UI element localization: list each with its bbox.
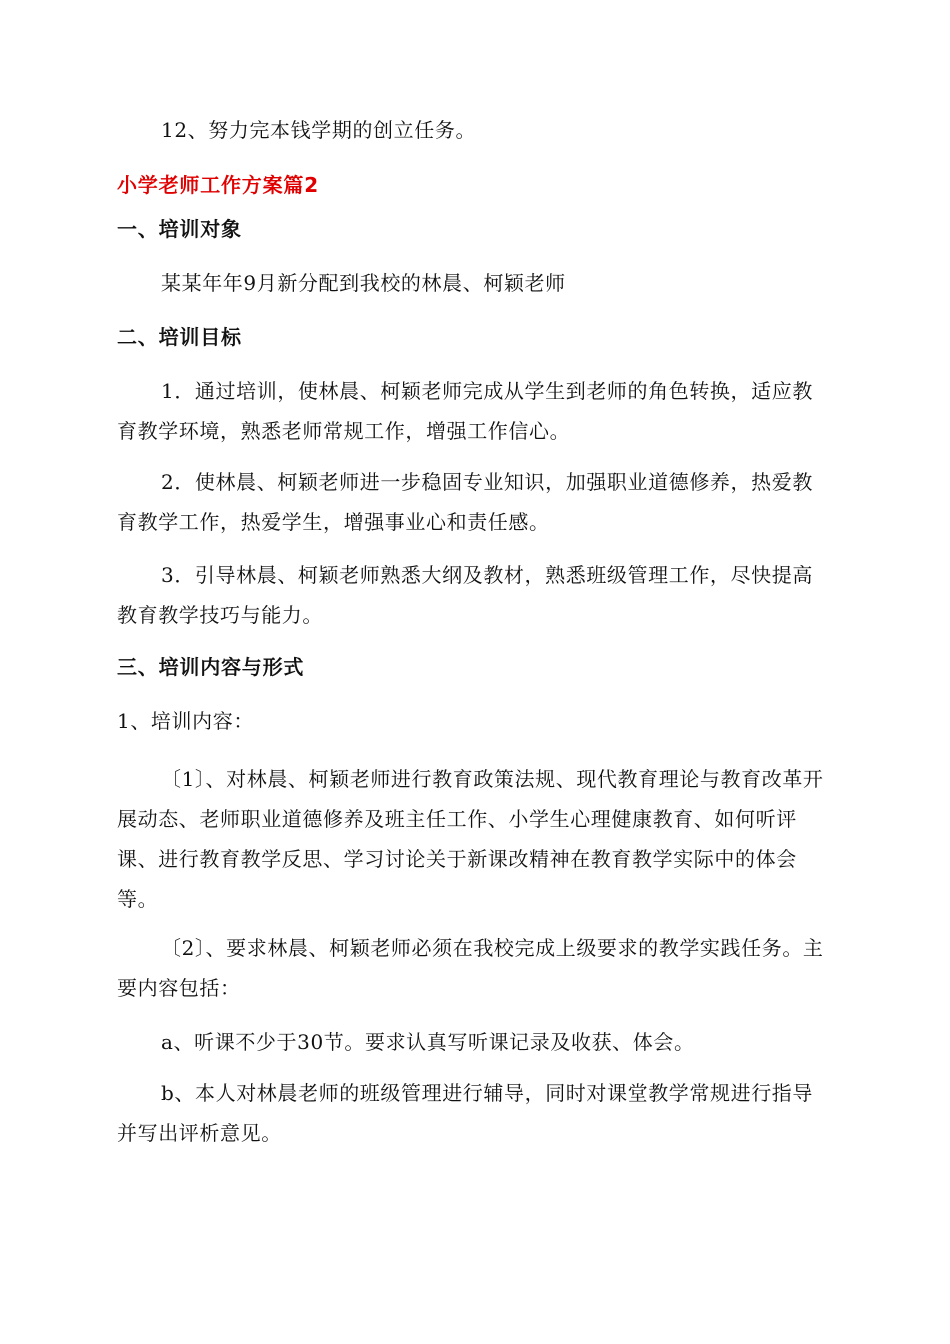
heading-training-content: 三、培训内容与形式 — [117, 655, 305, 679]
paragraph-training-target: 某某年年9月新分配到我校的林晨、柯颖老师 — [161, 271, 566, 295]
goal-item-2: 2．使林晨、柯颖老师进一步稳固专业知识，加强职业道德修养，热爱教育教学工作，热爱学生，增强事业心和责任感。 — [117, 470, 813, 534]
list-item-a: a、听课不少于30节。要求认真写听课记录及收获、体会。 — [161, 1030, 695, 1054]
goal-item-1: 1．通过培训，使林晨、柯颖老师完成从学生到老师的角色转换，适应教育教学环境，熟悉老师常规工作，增强工作信心。 — [117, 379, 813, 443]
subheading-content: 1、培训内容： — [117, 709, 254, 733]
heading-training-goals: 二、培训目标 — [117, 325, 242, 349]
content-item-1: 〔1〕、对林晨、柯颖老师进行教育政策法规、现代教育理论与教育改革开展动态、老师职业道德修养及班主任工作、小学生心理健康教育、如何听评课、进行教育教学反思、学习讨论关于新课改精神在教育教学实际中的体会等。 — [117, 767, 824, 911]
heading-training-target: 一、培训对象 — [117, 217, 242, 241]
section-title: 小学老师工作方案篇2 — [117, 173, 319, 197]
content-item-2: 〔2〕、要求林晨、柯颖老师必须在我校完成上级要求的教学实践任务。主要内容包括： — [117, 936, 824, 1000]
goal-item-3: 3．引导林晨、柯颖老师熟悉大纲及教材，熟悉班级管理工作，尽快提高教育教学技巧与能力。 — [117, 563, 813, 627]
list-item-b: b、本人对林晨老师的班级管理进行辅导，同时对课堂教学常规进行指导并写出评析意见。 — [117, 1081, 814, 1145]
intro-item: 12、努力完本钱学期的创立任务。 — [161, 118, 477, 142]
